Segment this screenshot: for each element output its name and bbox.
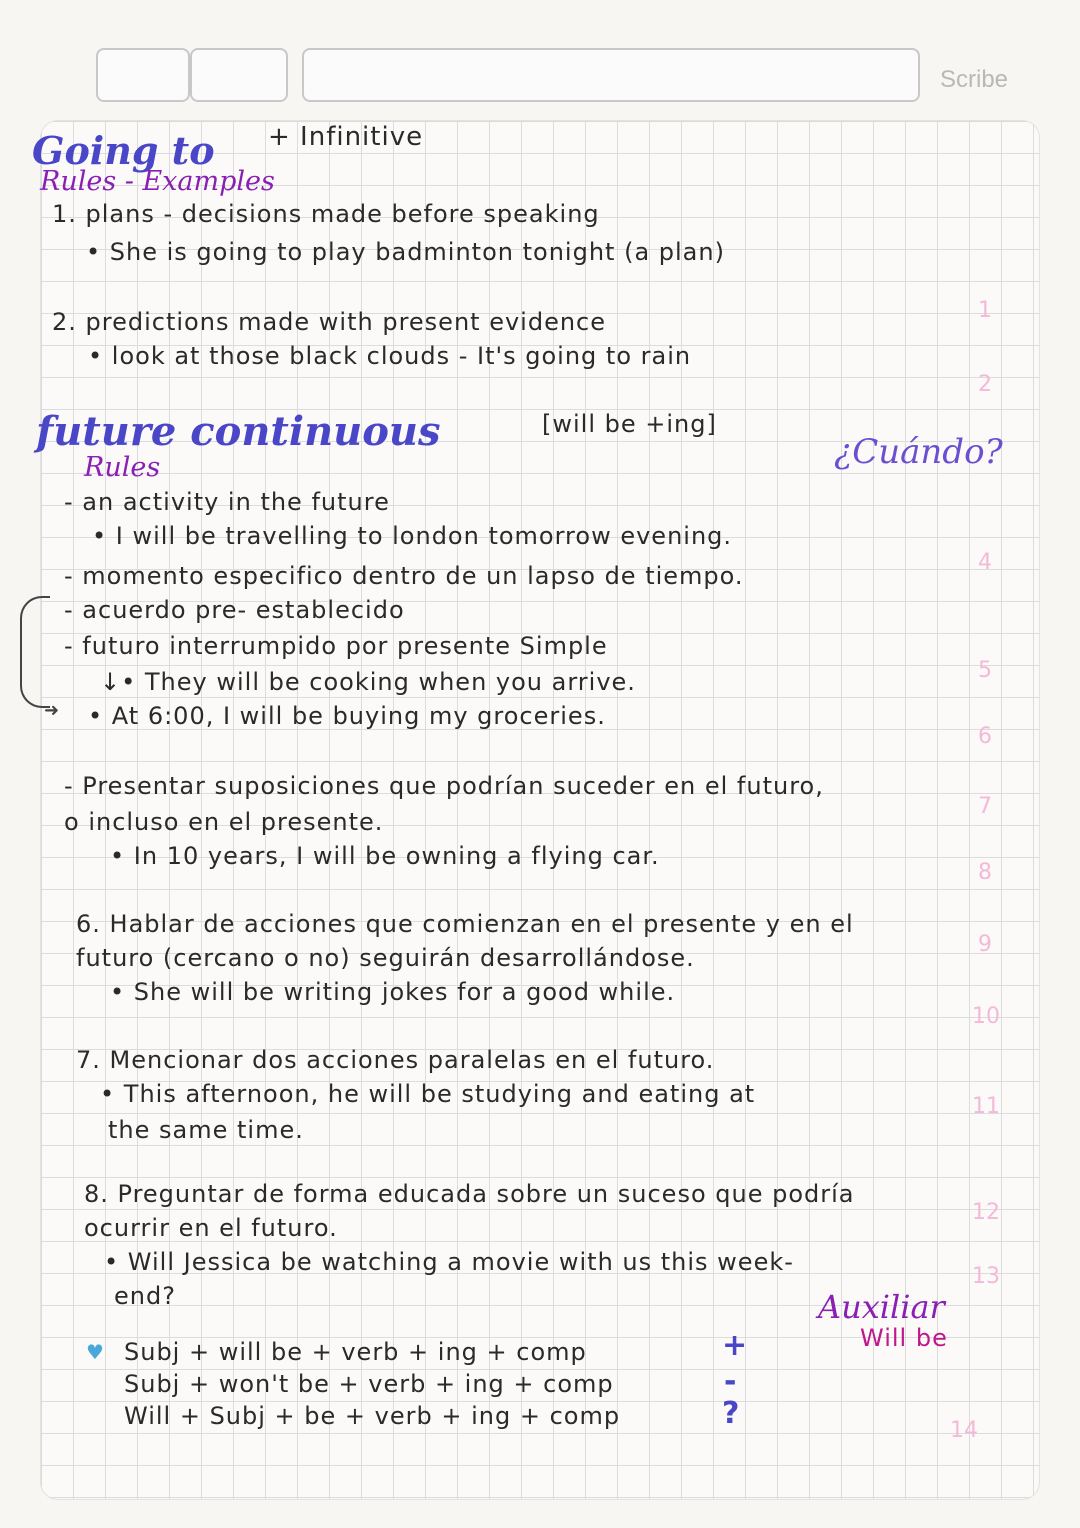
margin-number: 12 — [972, 1200, 1000, 1225]
cuando-question: ¿Cuándo? — [834, 432, 1003, 472]
question-symbol: ? — [722, 1396, 740, 1431]
fc-line: end? — [114, 1282, 176, 1310]
margin-number: 7 — [978, 794, 992, 819]
fc-line: • I will be travelling to london tomorrow evening. — [92, 522, 733, 550]
going-to-formula: + Infinitive — [268, 122, 424, 152]
fc-line: • Will Jessica be watching a movie with us this week- — [104, 1248, 794, 1276]
date-box-middle — [190, 48, 288, 102]
fc-line: ocurrir en el futuro. — [84, 1214, 338, 1242]
margin-number: 9 — [978, 932, 992, 957]
margin-number: 1 — [978, 298, 992, 323]
future-continuous-subtitle: Rules — [84, 452, 161, 483]
fc-line: 7. Mencionar dos acciones paralelas en el futuro. — [76, 1046, 715, 1074]
auxiliar-value: Will be — [860, 1324, 948, 1352]
title-box — [302, 48, 920, 102]
future-continuous-title: future continuous — [36, 408, 441, 455]
margin-number: 2 — [978, 372, 992, 397]
minus-symbol: - — [724, 1364, 737, 1399]
margin-number: 4 — [978, 550, 992, 575]
going-to-example-1: • She is going to play badminton tonight (a plan) — [86, 238, 725, 266]
fc-line: • In 10 years, I will be owning a flying car. — [110, 842, 660, 870]
fc-line: o incluso en el presente. — [64, 808, 384, 836]
fc-line: • She will be writing jokes for a good while. — [110, 978, 676, 1006]
plus-symbol: + — [722, 1328, 748, 1363]
structure-question: Will + Subj + be + verb + ing + comp — [124, 1402, 621, 1430]
fc-line: - acuerdo pre- establecido — [64, 596, 405, 624]
fc-line: • This afternoon, he will be studying and eating at — [100, 1080, 756, 1108]
fc-line: - momento especifico dentro de un lapso de tiempo. — [64, 562, 744, 590]
margin-number: 10 — [972, 1004, 1000, 1029]
margin-number: 8 — [978, 860, 992, 885]
fc-line: - an activity in the future — [64, 488, 390, 516]
going-to-subtitle: Rules - Examples — [40, 166, 275, 197]
fc-line: - Presentar suposiciones que podrían suceder en el futuro, — [64, 772, 824, 800]
fc-line: ↓• They will be cooking when you arrive. — [100, 668, 636, 696]
fc-line: 8. Preguntar de forma educada sobre un suceso que podría — [84, 1180, 855, 1208]
arrow-right-icon: ➜ — [44, 700, 60, 721]
heart-icon: ♥ — [86, 1340, 104, 1364]
fc-line: • At 6:00, I will be buying my groceries. — [88, 702, 606, 730]
date-box-left — [96, 48, 190, 102]
future-continuous-formula: [will be +ing] — [542, 410, 717, 438]
fc-line: the same time. — [108, 1116, 304, 1144]
margin-number: 13 — [972, 1264, 1000, 1289]
auxiliar-title: Auxiliar — [818, 1288, 945, 1326]
margin-number: 11 — [972, 1094, 1000, 1119]
going-to-rule-1: 1. plans - decisions made before speaking — [52, 200, 600, 228]
fc-line: futuro (cercano o no) seguirán desarrollándose. — [76, 944, 695, 972]
brand-logo: Scribe — [940, 66, 1009, 93]
going-to-title: Going to — [32, 128, 215, 173]
margin-number: 14 — [950, 1418, 978, 1443]
fc-line: 6. Hablar de acciones que comienzan en el presente y en el — [76, 910, 854, 938]
going-to-example-2: • look at those black clouds - It's going to rain — [88, 342, 692, 370]
margin-number: 6 — [978, 724, 992, 749]
margin-number: 5 — [978, 658, 992, 683]
structure-affirmative: Subj + will be + verb + ing + comp — [124, 1338, 587, 1366]
bracket-brace — [20, 596, 50, 708]
structure-negative: Subj + won't be + verb + ing + comp — [124, 1370, 614, 1398]
going-to-rule-2: 2. predictions made with present evidence — [52, 308, 606, 336]
fc-line: - futuro interrumpido por presente Simple — [64, 632, 608, 660]
